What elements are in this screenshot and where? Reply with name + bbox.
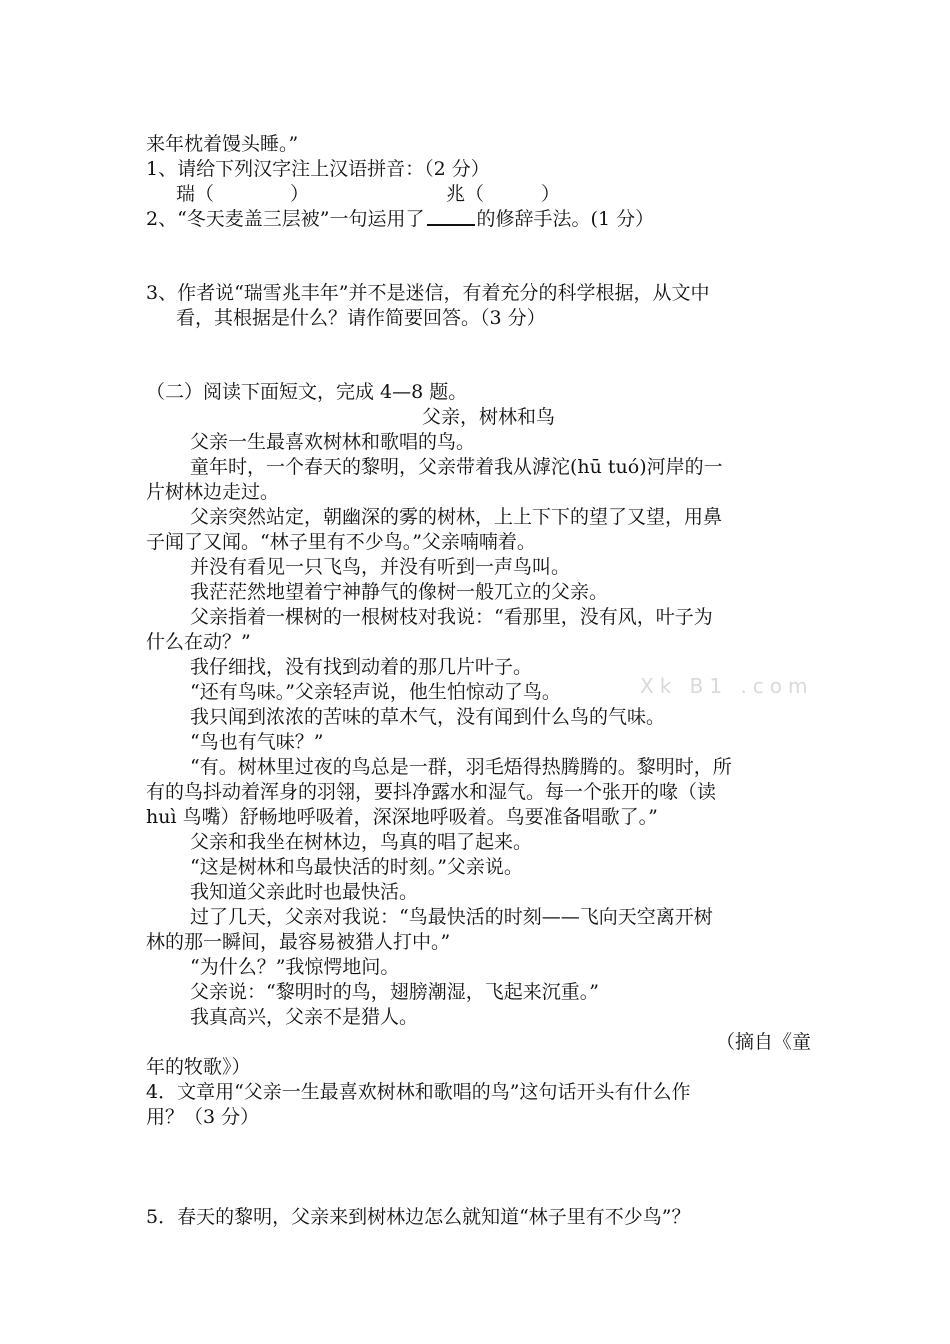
question-2: 2、“冬天麦盖三层被”一句运用了 的修辞手法。(1 分）: [146, 208, 655, 230]
section-heading: （二）阅读下面短文，完成 4—8 题。: [146, 381, 468, 403]
question-3-line-1: 3、作者说“瑞雪兆丰年”并不是迷信，有着充分的科学根据，从文中: [146, 282, 710, 304]
paragraph-line: 什么在动？”: [146, 631, 251, 653]
question-4-line-2: 用？（3 分）: [146, 1106, 260, 1128]
paragraph-line: “有。树林里过夜的鸟总是一群，羽毛焐得热腾腾的。黎明时，所: [190, 756, 732, 778]
paragraph-line: 我茫茫然地望着宁神静气的像树一般兀立的父亲。: [190, 581, 609, 603]
paragraph-line: 我仔细找，没有找到动着的那几片叶子。: [190, 656, 533, 678]
paragraph-line: “还有鸟味。”父亲轻声说，他生怕惊动了鸟。: [190, 681, 561, 703]
source-citation: （摘自《童: [715, 1031, 811, 1053]
paragraph-line: 父亲突然站定，朝幽深的雾的树林，上上下下的望了又望，用鼻: [190, 506, 723, 528]
paragraph-line: 子闻了又闻。“林子里有不少鸟。”父亲喃喃着。: [146, 531, 536, 553]
paragraph-line: 片树林边走过。: [146, 481, 280, 503]
paragraph-line: huì 鸟嘴）舒畅地呼吸着，深深地呼吸着。鸟要准备唱歌了。”: [146, 806, 658, 828]
paragraph-line: 我只闻到浓浓的苦味的草木气，没有闻到什么鸟的气味。: [190, 706, 666, 728]
paragraph-line: “为什么？”我惊愕地问。: [190, 956, 400, 978]
question-4-line-1: 4．文章用“父亲一生最喜欢树林和歌唱的鸟”这句话开头有什么作: [146, 1081, 691, 1103]
source-citation-cont: 年的牧歌》）: [146, 1056, 251, 1078]
article-title: 父亲，树林和鸟: [421, 406, 555, 428]
pinyin-blank-rui: 瑞（ ）: [176, 183, 310, 205]
paragraph-line: 父亲指着一棵树的一根树枝对我说：“看那里，没有风，叶子为: [190, 606, 713, 628]
pinyin-blank-zhao: 兆（ ）: [446, 183, 561, 205]
paragraph-line: 有的鸟抖动着浑身的羽翎，要抖净露水和湿气。每一个张开的喙（读: [146, 781, 717, 803]
paragraph-line: “这是树林和鸟最快活的时刻。”父亲说。: [190, 856, 523, 878]
answer-blank: [427, 206, 475, 226]
paragraph-line: 我真高兴，父亲不是猎人。: [190, 1006, 419, 1028]
paragraph-line: 童年时，一个春天的黎明，父亲带着我从滹沱(hū tuó)河岸的一: [190, 456, 723, 478]
watermark: Xk B1 .com: [640, 674, 814, 698]
paragraph-line: 父亲一生最喜欢树林和歌唱的鸟。: [190, 431, 476, 453]
question-3-line-2: 看，其根据是什么？请作简要回答。（3 分）: [176, 307, 546, 329]
paragraph-line: “鸟也有气味？”: [190, 731, 324, 753]
question-5: 5．春天的黎明，父亲来到树林边怎么就知道“林子里有不少鸟”？: [146, 1206, 691, 1228]
paragraph-line: 父亲说：“黎明时的鸟，翅膀潮湿，飞起来沉重。”: [190, 981, 599, 1003]
paragraph-line: 父亲和我坐在树林边，鸟真的唱了起来。: [190, 831, 533, 853]
question-1: 1、请给下列汉字注上汉语拼音：（2 分）: [146, 158, 490, 180]
paragraph-line: 过了几天，父亲对我说：“鸟最快活的时刻——飞向天空离开树: [190, 906, 713, 928]
text-line: 来年枕着馒头睡。”: [146, 133, 299, 155]
paragraph-line: 林的那一瞬间，最容易被猎人打中。”: [146, 931, 451, 953]
paragraph-line: 我知道父亲此时也最快活。: [190, 881, 419, 903]
paragraph-line: 并没有看见一只飞鸟，并没有听到一声鸟叫。: [190, 556, 571, 578]
